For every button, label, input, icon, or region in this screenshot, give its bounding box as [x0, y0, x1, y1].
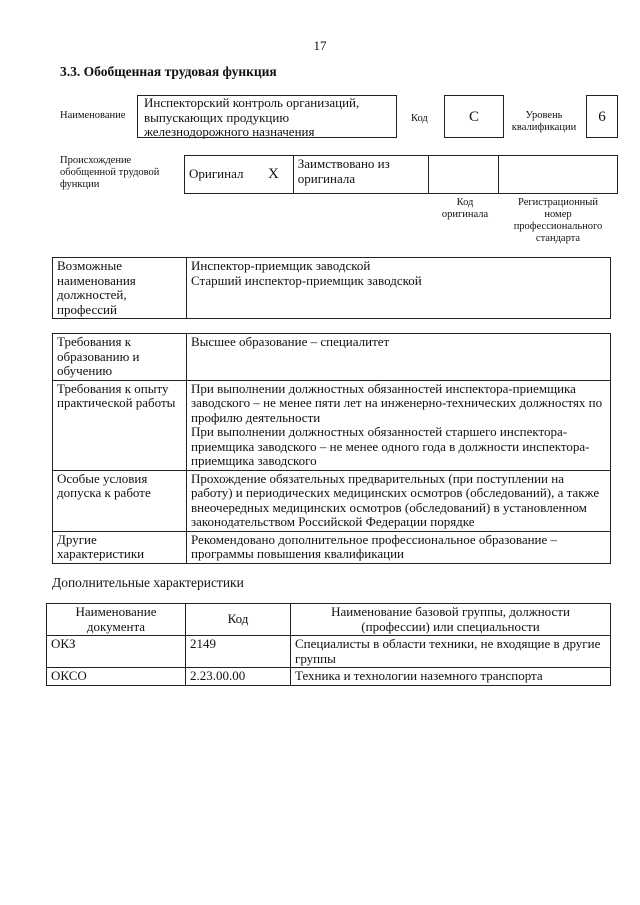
- header-line: Наименование: [75, 604, 157, 619]
- header-code: Код: [186, 604, 291, 636]
- name-label: Наименование: [60, 110, 126, 121]
- requirements-table: [52, 333, 611, 564]
- origin-label-line: функции: [60, 179, 100, 190]
- header-line: Наименование базовой группы, должности: [331, 604, 570, 619]
- row-name-line: Техника и технологии наземного транспорта: [295, 668, 543, 683]
- reg-number-cell: [499, 156, 618, 194]
- row-name-line: Специалисты в области техники, не входящие в другие: [295, 636, 601, 651]
- function-name-box: [137, 95, 397, 138]
- origin-label-line: Происхождение: [60, 155, 132, 166]
- header-doc: [47, 604, 186, 636]
- value-line: Прохождение обязательных предварительных (при поступлении на: [191, 470, 564, 486]
- value-line: приемщика заводского: [191, 453, 317, 468]
- code-original-caption: [430, 197, 500, 221]
- original-mark: X: [254, 156, 293, 194]
- row-name: [291, 668, 611, 686]
- level-label-line: квалификации: [511, 122, 577, 133]
- value-line: внеочередных медицинских осмотров (обследований) в установленном: [191, 499, 587, 515]
- value-line: профилю деятельности: [191, 409, 321, 425]
- req-label: [53, 334, 187, 381]
- label-line: практической работы: [57, 395, 176, 410]
- function-name-line: железнодорожного назначения: [144, 124, 315, 139]
- req-label: [53, 470, 187, 531]
- label-line: характеристики: [57, 546, 145, 561]
- level-label-line: Уровень: [525, 110, 563, 121]
- req-value: [187, 531, 611, 563]
- value-line: Высшее образование – специалитет: [191, 334, 390, 349]
- value-line: работу) и периодических медицинских осмотров (обследований), а также: [191, 485, 600, 500]
- table-row: [47, 668, 611, 686]
- label-line: образованию и: [57, 348, 140, 364]
- header-line: (профессии) или специальности: [361, 618, 540, 634]
- row-code: 2.23.00.00: [186, 668, 291, 686]
- level-value: 6: [586, 95, 618, 138]
- value-line: При выполнении должностных обязанностей инспектора-приемщика: [191, 380, 576, 396]
- req-value: [187, 334, 611, 381]
- function-name-line: выпускающих продукцию: [144, 109, 290, 125]
- value-line: Рекомендовано дополнительное профессиональное образование –: [191, 531, 558, 547]
- value-line: приемщика заводского – не менее одного года в должности инспектора-: [191, 438, 590, 454]
- row-code: 2149: [186, 636, 291, 668]
- label-line: Другие: [57, 531, 97, 547]
- value-line: При выполнении должностных обязанностей старшего инспектора-: [191, 424, 568, 439]
- label-line: Особые условия: [57, 470, 148, 486]
- caption-line: стандарта: [535, 233, 581, 244]
- code-value: C: [444, 95, 504, 138]
- origin-label-line: обобщенной трудовой: [60, 167, 160, 178]
- borrowed-label-line: оригинала: [297, 170, 356, 186]
- position-item: Старший инспектор-приемщик заводской: [191, 272, 422, 288]
- positions-values: [187, 258, 611, 319]
- label-line: наименования: [57, 272, 136, 288]
- reg-number-caption: [502, 197, 614, 245]
- row-name: [291, 636, 611, 668]
- function-name-line: Инспекторский контроль организаций,: [144, 95, 360, 110]
- caption-line: Регистрационный: [518, 197, 598, 208]
- caption-line: оригинала: [441, 209, 489, 220]
- row-doc: ОКЗ: [47, 636, 186, 668]
- origin-label: [60, 155, 159, 191]
- original-label: Оригинал: [185, 156, 255, 194]
- header-line: документа: [86, 618, 146, 634]
- label-line: должностей,: [57, 287, 127, 302]
- row-name-line: группы: [295, 650, 336, 666]
- value-line: программы повышения квалификации: [191, 546, 405, 561]
- req-label: [53, 380, 187, 470]
- positions-table: [52, 257, 611, 319]
- label-line: Возможные: [57, 258, 122, 273]
- borrowed-label-line: Заимствовано из: [297, 156, 390, 171]
- borrowed-label: [293, 156, 428, 194]
- caption-line: профессионального: [513, 221, 603, 232]
- position-item: Инспектор-приемщик заводской: [191, 258, 371, 273]
- value-line: законодательством Российской Федерации порядке: [191, 514, 475, 529]
- origin-table: [184, 155, 618, 194]
- caption-line: номер: [544, 209, 572, 220]
- value-line: заводского – не менее пяти лет на инженерно-технических должностях по: [191, 395, 603, 410]
- req-value: [187, 380, 611, 470]
- table-row: [47, 636, 611, 668]
- label-line: Требования к: [57, 334, 132, 349]
- additional-table: [46, 603, 611, 686]
- page-number: 17: [313, 38, 327, 53]
- row-doc: ОКСО: [47, 668, 186, 686]
- code-original-cell: [428, 156, 498, 194]
- label-line: профессий: [57, 301, 117, 317]
- label-line: допуска к работе: [57, 485, 151, 500]
- header-name: [291, 604, 611, 636]
- req-value: [187, 470, 611, 531]
- label-line: обучению: [57, 363, 113, 378]
- section-title: 3.3. Обобщенная трудовая функция: [60, 64, 277, 79]
- additional-title: Дополнительные характеристики: [52, 575, 244, 590]
- label-line: Требования к опыту: [57, 380, 169, 396]
- level-label: [508, 110, 580, 134]
- req-label: [53, 531, 187, 563]
- caption-line: Код: [456, 197, 474, 208]
- code-label: Код: [411, 113, 428, 124]
- positions-label: [53, 258, 187, 319]
